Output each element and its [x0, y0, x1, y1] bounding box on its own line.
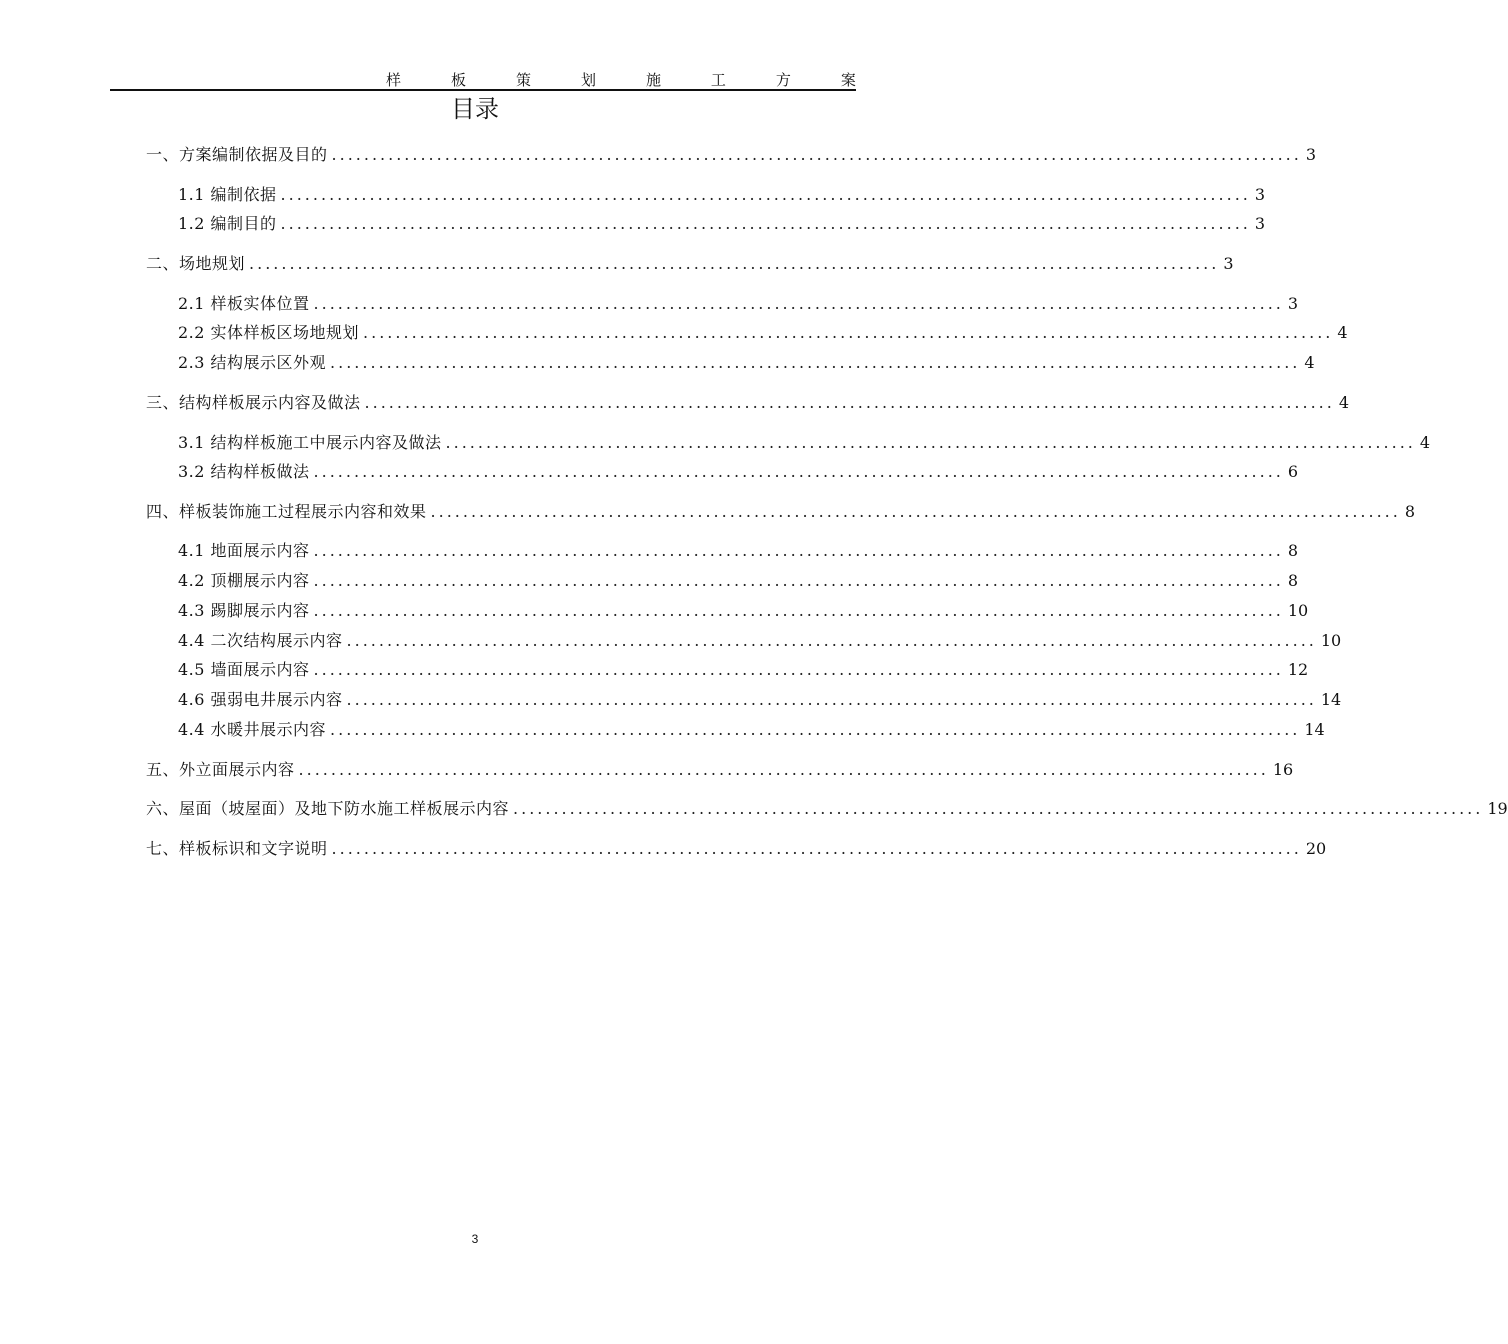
running-header — [386, 70, 856, 90]
header-char: 施 — [645, 71, 661, 89]
toc-leader-dots: ........................................................................................................................ — [313, 660, 1284, 679]
toc-entry-page: 10 — [1287, 601, 1309, 620]
toc-entry-section[interactable] — [178, 718, 1325, 742]
toc-entry-page: 3 — [1305, 145, 1317, 164]
toc-leader-dots: ........................................................................................................................ — [298, 760, 1269, 779]
toc-entry-section[interactable] — [178, 599, 1309, 623]
toc-leader-dots: ........................................................................................................................ — [331, 839, 1302, 858]
toc-entry-page: 4 — [1419, 433, 1431, 452]
toc-leader-dots: ........................................................................................................................ — [330, 720, 1301, 739]
toc-entry-label: 4.3 踢脚展示内容 — [178, 601, 310, 620]
toc-entry-page: 14 — [1304, 720, 1325, 739]
toc-leader-dots: ........................................................................................................................ — [280, 185, 1251, 204]
toc-entry-section[interactable] — [178, 183, 1266, 207]
header-char: 样 — [386, 71, 402, 89]
toc-entry-page: 4 — [1304, 353, 1315, 372]
toc-entry-page: 12 — [1287, 660, 1309, 679]
toc-entry-section[interactable] — [178, 431, 1431, 455]
toc-entry-chapter[interactable] — [146, 143, 1317, 167]
toc-entry-label: 六、屋面（坡屋面）及地下防水施工样板展示内容 — [146, 799, 510, 818]
header-char: 板 — [450, 71, 466, 89]
toc-leader-dots: ........................................................................................................................ — [280, 214, 1251, 233]
toc-leader-dots: ........................................................................................................................ — [313, 541, 1284, 560]
toc-leader-dots: ........................................................................................................................ — [331, 145, 1302, 164]
toc-entry-page: 4 — [1337, 323, 1348, 342]
toc-entry-section[interactable] — [178, 569, 1299, 593]
toc-entry-label: 1.1 编制依据 — [178, 185, 277, 204]
toc-entry-chapter[interactable] — [146, 391, 1350, 415]
toc-leader-dots: ........................................................................................................................ — [346, 631, 1317, 650]
toc-entry-label: 3.1 结构样板施工中展示内容及做法 — [178, 433, 442, 452]
toc-entry-page: 3 — [1223, 254, 1234, 273]
toc-entry-page: 8 — [1287, 571, 1299, 590]
toc-entry-chapter[interactable] — [146, 797, 1508, 821]
toc-entry-section[interactable] — [178, 321, 1348, 345]
header-char: 策 — [515, 71, 531, 89]
toc-entry-section[interactable] — [178, 351, 1315, 375]
toc-entry-label: 4.4 水暖井展示内容 — [178, 720, 327, 739]
toc-entry-page: 4 — [1338, 393, 1350, 412]
toc-entry-section[interactable] — [178, 212, 1266, 236]
toc-entry-page: 3 — [1254, 214, 1266, 233]
toc-leader-dots: ........................................................................................................................ — [513, 799, 1484, 818]
toc-entry-page: 3 — [1287, 294, 1299, 313]
header-char: 工 — [710, 71, 726, 89]
toc-entry-chapter[interactable] — [146, 758, 1294, 782]
toc-leader-dots: ........................................................................................................................ — [363, 323, 1334, 342]
toc-entry-label: 1.2 编制目的 — [178, 214, 277, 233]
toc-entry-label: 2.2 实体样板区场地规划 — [178, 323, 360, 342]
toc-leader-dots: ........................................................................................................................ — [249, 254, 1220, 273]
toc-leader-dots: ........................................................................................................................ — [445, 433, 1416, 452]
toc-leader-dots: ........................................................................................................................ — [313, 462, 1284, 481]
toc-entry-label: 4.2 顶棚展示内容 — [178, 571, 310, 590]
toc-entry-section[interactable] — [178, 688, 1342, 712]
toc-entry-label: 二、场地规划 — [146, 254, 246, 273]
toc-title: 目录 — [451, 95, 499, 123]
toc-entry-page: 20 — [1305, 839, 1327, 858]
toc-entry-label: 三、结构样板展示内容及做法 — [146, 393, 361, 412]
toc-entry-label: 2.3 结构展示区外观 — [178, 353, 327, 372]
toc-entry-section[interactable] — [178, 460, 1299, 484]
toc-leader-dots: ........................................................................................................................ — [364, 393, 1335, 412]
toc-entry-section[interactable] — [178, 539, 1299, 563]
toc-entry-label: 四、样板装饰施工过程展示内容和效果 — [146, 502, 427, 521]
toc-entry-page: 8 — [1404, 502, 1416, 521]
toc-leader-dots: ........................................................................................................................ — [313, 294, 1284, 313]
toc-entry-section[interactable] — [178, 629, 1342, 653]
toc-entry-page: 8 — [1287, 541, 1299, 560]
toc-entry-page: 10 — [1320, 631, 1342, 650]
toc-entry-label: 4.6 强弱电井展示内容 — [178, 690, 343, 709]
toc-entry-label: 3.2 结构样板做法 — [178, 462, 310, 481]
toc-entry-page: 3 — [1254, 185, 1266, 204]
toc-entry-section[interactable] — [178, 658, 1309, 682]
toc-entry-label: 一、方案编制依据及目的 — [146, 145, 328, 164]
toc-entry-label: 4.5 墙面展示内容 — [178, 660, 310, 679]
toc-entry-chapter[interactable] — [146, 837, 1327, 861]
toc-entry-page: 6 — [1287, 462, 1299, 481]
page-number: 3 — [471, 1232, 479, 1246]
toc-entry-label: 五、外立面展示内容 — [146, 760, 295, 779]
header-char: 案 — [840, 71, 856, 89]
header-char: 划 — [580, 71, 596, 89]
toc-entry-label: 4.1 地面展示内容 — [178, 541, 310, 560]
toc-leader-dots: ........................................................................................................................ — [313, 571, 1284, 590]
toc-entry-page: 19 — [1487, 799, 1508, 818]
toc-leader-dots: ........................................................................................................................ — [346, 690, 1317, 709]
toc-entry-chapter[interactable] — [146, 500, 1416, 524]
toc-entry-label: 4.4 二次结构展示内容 — [178, 631, 343, 650]
toc-leader-dots: ........................................................................................................................ — [430, 502, 1401, 521]
toc-entry-label: 2.1 样板实体位置 — [178, 294, 310, 313]
header-char: 方 — [775, 71, 791, 89]
toc-entry-page: 14 — [1320, 690, 1342, 709]
toc-entry-chapter[interactable] — [146, 252, 1234, 276]
toc-entry-label: 七、样板标识和文字说明 — [146, 839, 328, 858]
toc-leader-dots: ........................................................................................................................ — [330, 353, 1301, 372]
toc-entry-page: 16 — [1272, 760, 1294, 779]
toc-leader-dots: ........................................................................................................................ — [313, 601, 1284, 620]
toc-entry-section[interactable] — [178, 292, 1299, 316]
header-rule — [110, 89, 856, 91]
